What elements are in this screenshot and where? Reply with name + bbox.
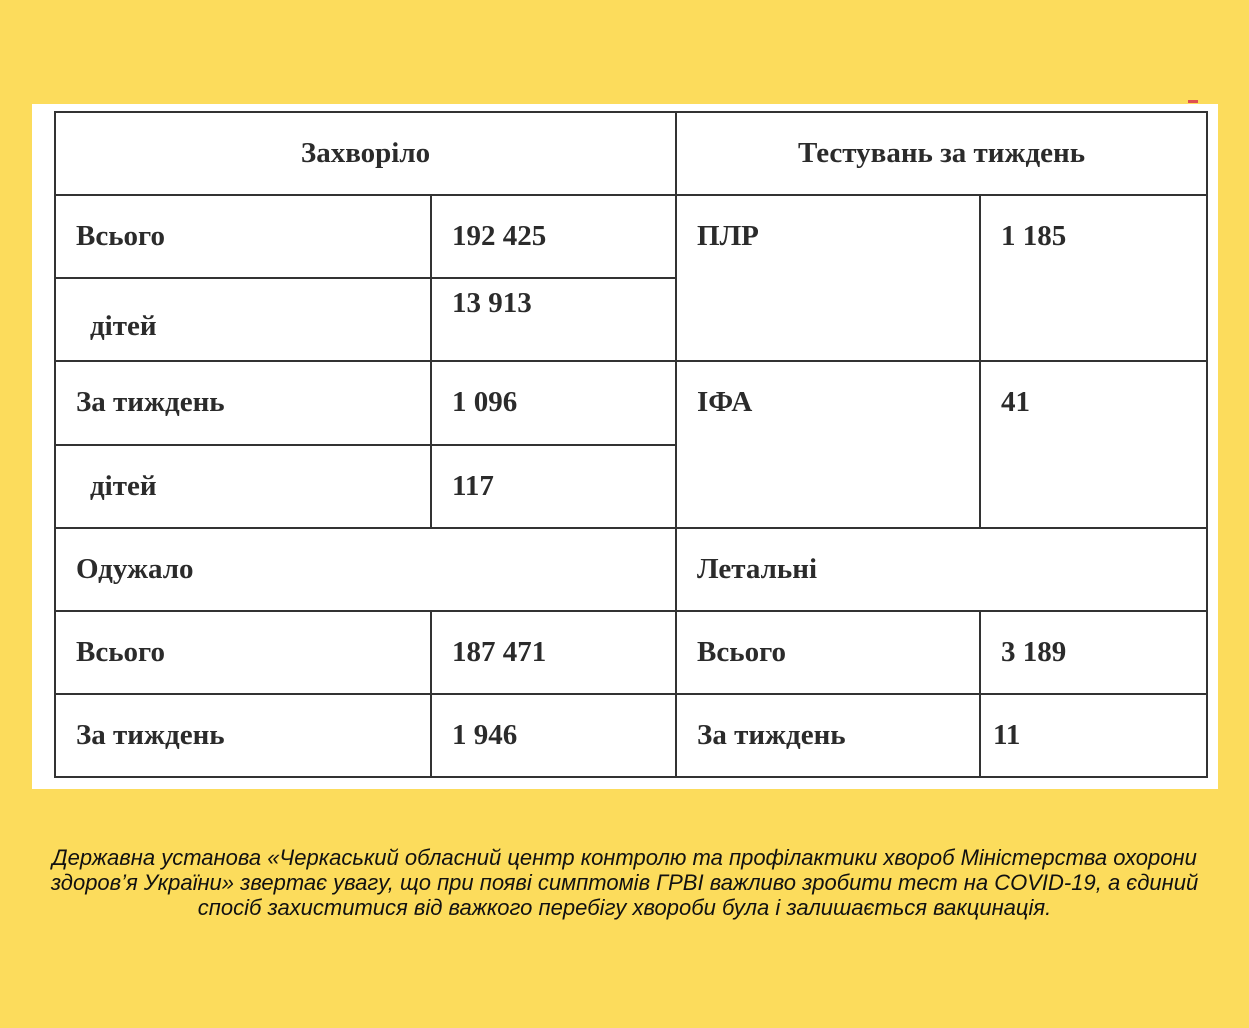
sick-total-label: Всього (55, 195, 431, 278)
recovered-total-value: 187 471 (431, 611, 676, 694)
table-row (55, 611, 1207, 694)
recovered-header: Одужало (55, 528, 676, 611)
info-caption: Державна установа «Черкаський обласний центр контролю та профілактики хвороб Міністерства охорони здоров’я України» звертає увагу, що при появі симптомів ГРВІ важливо зробити тест на COVID-19, а єдиний спосіб захиститися від важкого перебігу хвороби була і залишається вакцинація. (50, 845, 1199, 920)
test-ifa-label: ІФА (676, 361, 980, 527)
table-row (55, 694, 1207, 777)
test-plr-value: 1 185 (980, 195, 1207, 361)
recovered-total-label: Всього (55, 611, 431, 694)
covid-stats-table (54, 111, 1208, 778)
sick-total-value: 192 425 (431, 195, 676, 278)
table-row (55, 195, 1207, 278)
lethal-total-value: 3 189 (980, 611, 1207, 694)
header-tests: Тестувань за тиждень (676, 112, 1207, 195)
sick-children-label: дітей (55, 278, 431, 361)
lethal-header: Летальні (676, 528, 1207, 611)
sick-week-children-label: дітей (55, 445, 431, 528)
lethal-week-value: 11 (980, 694, 1207, 777)
table-row (55, 112, 1207, 195)
header-sick: Захворіло (55, 112, 676, 195)
test-ifa-value: 41 (980, 361, 1207, 527)
sick-children-value: 13 913 (431, 278, 676, 361)
lethal-week-label: За тиждень (676, 694, 980, 777)
sick-week-children-value: 117 (431, 445, 676, 528)
red-corner-mark (1188, 100, 1198, 103)
test-plr-label: ПЛР (676, 195, 980, 361)
lethal-total-label: Всього (676, 611, 980, 694)
table-row (55, 361, 1207, 444)
recovered-week-value: 1 946 (431, 694, 676, 777)
sick-week-label: За тиждень (55, 361, 431, 444)
table-row (55, 528, 1207, 611)
recovered-week-label: За тиждень (55, 694, 431, 777)
sick-week-value: 1 096 (431, 361, 676, 444)
